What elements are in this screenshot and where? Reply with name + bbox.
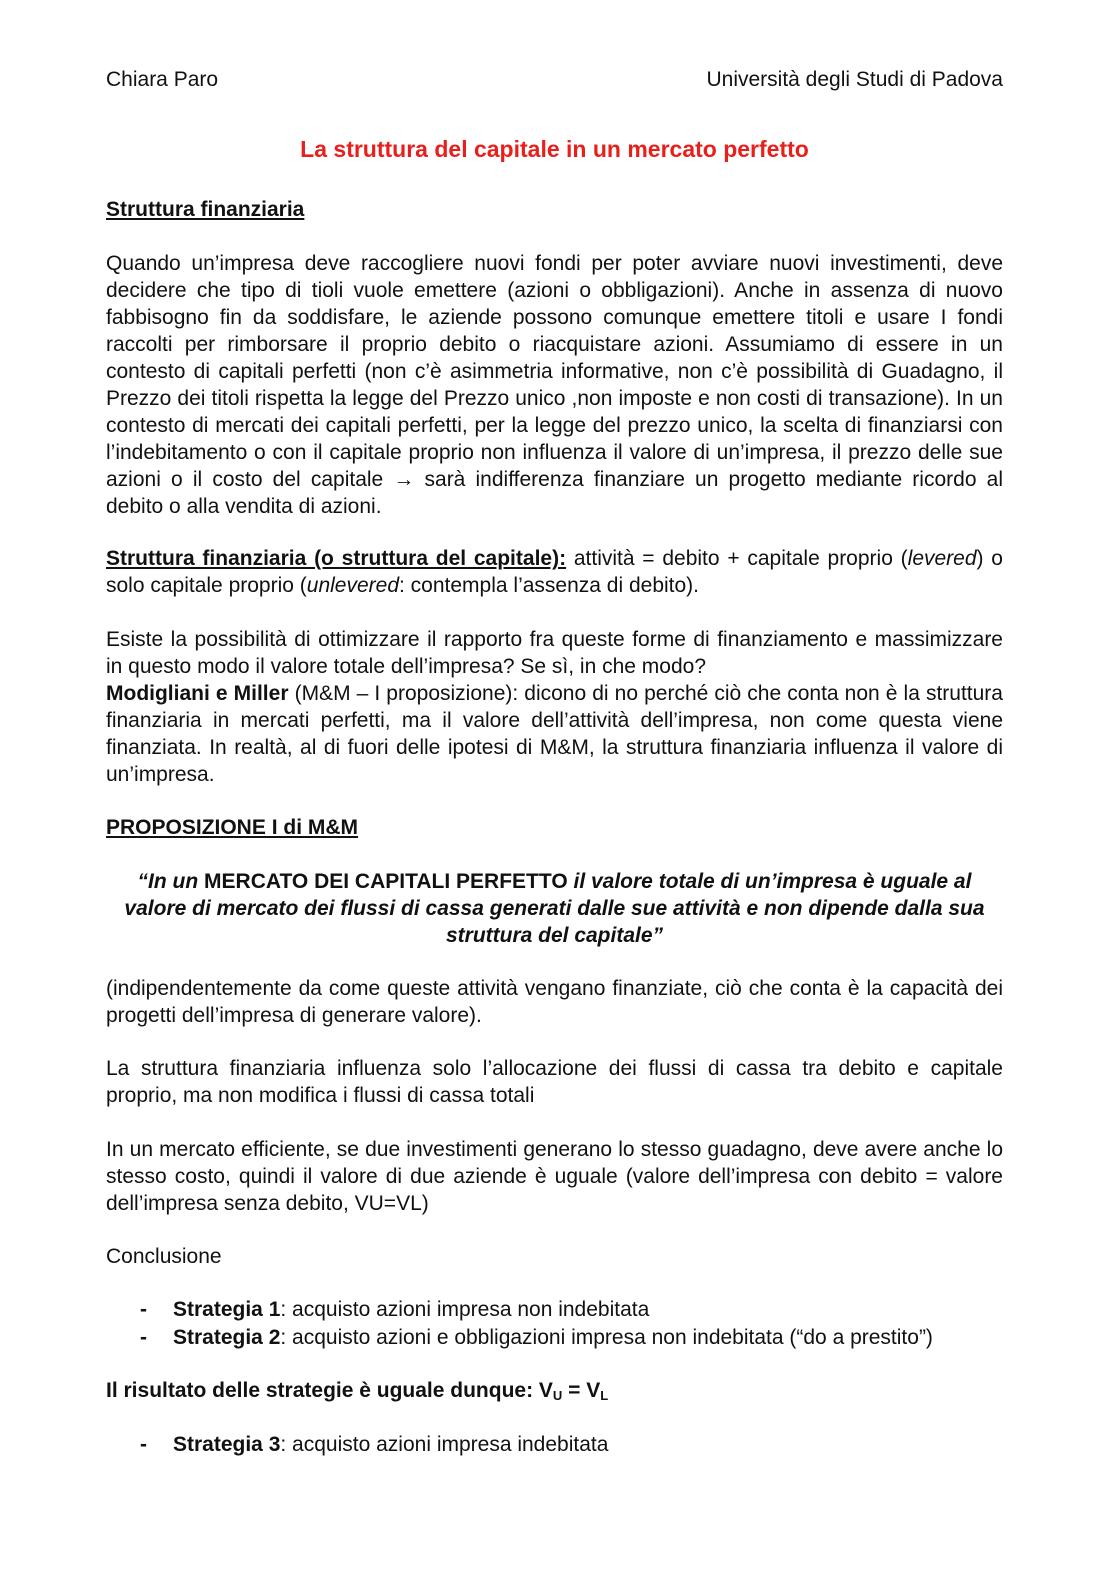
proposition-heading-text: PROPOSIZIONE I di M&M (106, 816, 359, 839)
unlevered-term: unlevered (306, 574, 400, 597)
university-name: Università degli Studi di Padova (706, 68, 1003, 91)
intro-paragraph: Quando un’impresa deve raccogliere nuovi fondi per poter avviare nuovi investimenti, deve decidere che tipo di tioli vuole emettere (azioni o obbligazioni). Anche in assenza di nuovo fabbisogno fin da soddisfare, le aziende possono comunque emettere titoli e usare I fondi raccolti per rimborsare il proprio debito o riacquistare azioni. Assumiamo di essere in un contesto di capitali perfetti (non c’è asimmetria informative, non c’è possibilità di Guadagno, il Prezzo dei titoli rispetta la legge del Prezzo unico ,non imposte e non costi di transazione). In un contesto di mercati dei capitali perfetti, per la legge del prezzo unico, la scelta di finanziarsi con l’indebitamento o con il capitale proprio non influenza il valore di un’impresa, il prezzo delle sue azioni o il costo del capitale → sarà indifferenza finanziare un progetto mediante ricordo al debito o alla vendita di azioni. (106, 252, 1003, 518)
dash-marker: - (140, 1298, 147, 1321)
strategy-list-2 (106, 1431, 1003, 1459)
mm-text: (M&M – I proposizione): dicono di no perché ciò che conta non è la struttura finanziaria in mercati perfetti, ma il valore dell’attività dell’impresa, non come questa viene finanziata. In realtà, al di fuori delle ipotesi di M&M, la struttura finanziaria influenza il valore di un’impresa. (106, 682, 1003, 786)
proposition-quote (106, 868, 1003, 949)
result-eq: = V (562, 1379, 601, 1402)
strategy-list (106, 1296, 1003, 1352)
page-header (106, 68, 1003, 94)
mm-name: Modigliani e Miller (106, 682, 289, 705)
strategy-item (106, 1296, 1003, 1324)
proposition-paragraph-2: La struttura finanziaria influenza solo l’allocazione dei flussi di cassa tra debito e capitale proprio, ma non modifica i flussi di cassa totali (106, 1057, 1003, 1107)
author-name: Chiara Paro (106, 68, 219, 91)
strategy-text: : acquisto azioni impresa indebitata (280, 1433, 609, 1456)
proposition-heading (106, 814, 1003, 841)
proposition-paragraph-3: In un mercato efficiente, se due investimenti generano lo stesso guadagno, deve avere anche lo stesso costo, quindi il valore di due aziende è uguale (valore dell’impresa con debito = valore dell’impresa senza debito, VU=VL) (106, 1138, 1003, 1215)
definition-text-a: attività = debito + capitale proprio ( (566, 547, 908, 570)
dash-marker: - (140, 1433, 147, 1456)
result-line (106, 1377, 1003, 1409)
result-text: Il risultato delle strategie è uguale dunque: V (106, 1379, 553, 1402)
quote-upright: MERCATO DEI CAPITALI PERFETTO (204, 870, 568, 893)
definition-text-b: ) o solo capitale proprio ( (106, 547, 1003, 597)
quote-part-a: “In un (137, 870, 205, 893)
definition-term: Struttura finanziaria (o struttura del capitale): (106, 547, 567, 570)
definition-paragraph (106, 545, 1003, 599)
document-title: La struttura del capitale in un mercato perfetto (300, 136, 809, 162)
mm-paragraph (106, 680, 1003, 788)
dash-marker: - (140, 1326, 147, 1349)
levered-term: levered (907, 547, 977, 570)
strategy-name: Strategia 1 (173, 1298, 281, 1321)
quote-part-b: il valore totale di un’impresa è uguale al valore di mercato dei flussi di cassa generati dalle sue attività e non dipende dalla sua struttura del capitale” (124, 870, 985, 947)
strategy-name: Strategia 3 (173, 1433, 281, 1456)
question-text: Esiste la possibilità di ottimizzare il rapporto fra queste forme di finanziamento e massimizzare in questo modo il valore totale dell’impresa? Se sì, in che modo? (106, 628, 1003, 678)
strategy-text: : acquisto azioni impresa non indebitata (280, 1298, 650, 1321)
definition-text-c: : contempla l’assenza di debito). (399, 574, 700, 597)
section-heading-text: Struttura finanziaria (106, 198, 305, 221)
strategy-name: Strategia 2 (173, 1326, 281, 1349)
question-paragraph (106, 626, 1003, 788)
strategy-text: : acquisto azioni e obbligazioni impresa non indebitata (“do a prestito”) (280, 1326, 933, 1349)
result-sub-u: U (552, 1388, 563, 1403)
strategy-item (106, 1431, 1003, 1459)
conclusion-label: Conclusione (106, 1245, 222, 1268)
proposition-paragraph-1: (indipendentemente da come queste attività vengano finanziate, ciò che conta è la capacità dei progetti dell’impresa di generare valore). (106, 977, 1003, 1027)
result-sub-l: L (600, 1388, 609, 1403)
strategy-item (106, 1324, 1003, 1352)
section-heading-struttura (106, 196, 1003, 223)
